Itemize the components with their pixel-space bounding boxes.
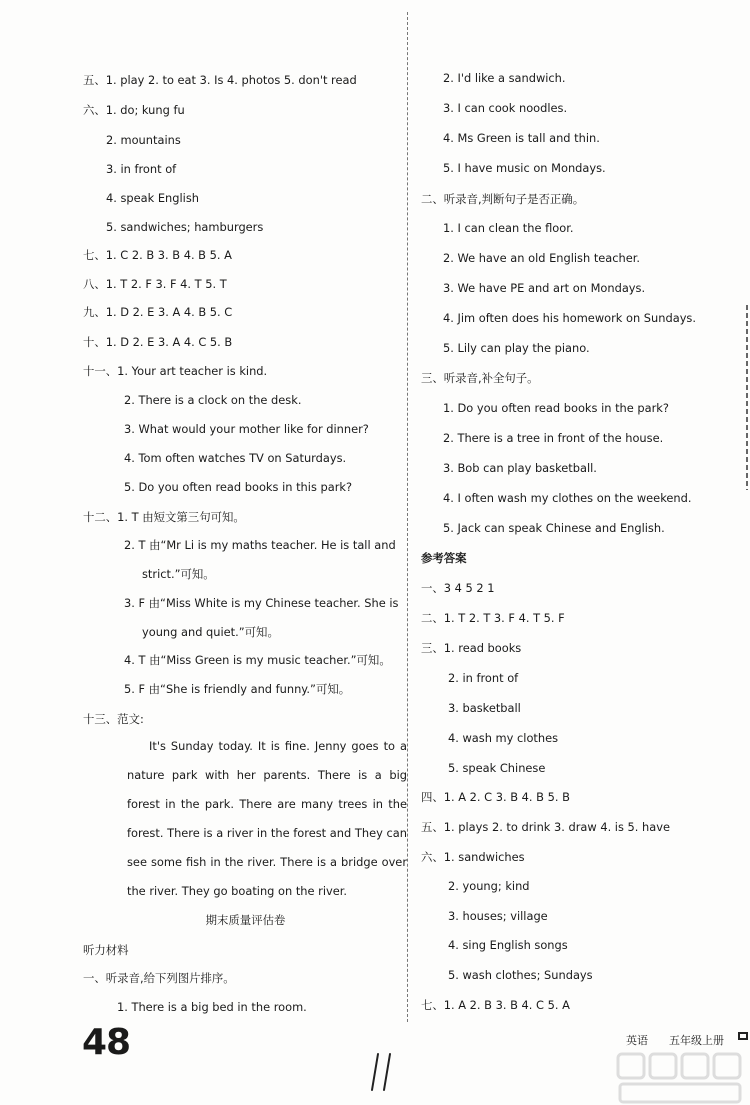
left-column-line: strict.”可知。 bbox=[142, 567, 215, 581]
left-column-line: 2. T 由“Mr Li is my maths teacher. He is tall and bbox=[124, 538, 396, 552]
left-column-line: 4. speak English bbox=[106, 191, 199, 205]
left-column-line: 4. Tom often watches TV on Saturdays. bbox=[124, 451, 347, 465]
right-column-line: 5. wash clothes; Sundays bbox=[448, 968, 593, 982]
right-column-line: 三、听录音,补全句子。 bbox=[421, 371, 539, 385]
corner-tab-icon bbox=[737, 1030, 749, 1042]
right-column-line: 1. I can clean the floor. bbox=[443, 221, 574, 235]
footer-subject: 英语 bbox=[626, 1034, 648, 1047]
left-column-line: 六、1. do; kung fu bbox=[83, 103, 185, 117]
right-column-line: 5. Jack can speak Chinese and English. bbox=[443, 521, 665, 535]
right-column-line: 4. I often wash my clothes on the weekend. bbox=[443, 491, 692, 505]
right-column-line: 5. Lily can play the piano. bbox=[443, 341, 590, 355]
right-column-line: 三、1. read books bbox=[421, 641, 522, 655]
page-edge-mark bbox=[746, 305, 748, 490]
page-number: 48 bbox=[82, 1022, 131, 1063]
left-column-line: 2. mountains bbox=[106, 133, 181, 147]
right-column-line: 五、1. plays 2. to drink 3. draw 4. is 5. have bbox=[421, 820, 670, 834]
right-column-line: 3. houses; village bbox=[448, 909, 548, 923]
listening-heading: 听力材料 bbox=[83, 943, 129, 957]
left-column-line: 十一、1. Your art teacher is kind. bbox=[83, 364, 268, 378]
right-column-line: 四、1. A 2. C 3. B 4. B 5. B bbox=[421, 790, 570, 804]
right-column-line: 3. Bob can play basketball. bbox=[443, 461, 597, 475]
right-column-line: 二、1. T 2. T 3. F 4. T 5. F bbox=[421, 611, 565, 625]
left-column-line: 5. Do you often read books in this park? bbox=[124, 480, 353, 494]
right-column-line: 1. Do you often read books in the park? bbox=[443, 401, 669, 415]
left-column-line: 十、1. D 2. E 3. A 4. C 5. B bbox=[83, 335, 233, 349]
right-column-line: 2. I'd like a sandwich. bbox=[443, 71, 566, 85]
right-column-line: 2. young; kind bbox=[448, 879, 530, 893]
left-column-line: 4. T 由“Miss Green is my music teacher.”可知。 bbox=[124, 653, 391, 667]
right-column-line: 二、听录音,判断句子是否正确。 bbox=[421, 192, 585, 206]
left-column-line: 5. F 由“She is friendly and funny.”可知。 bbox=[124, 682, 351, 696]
right-column-line: 3. I can cook noodles. bbox=[443, 101, 568, 115]
left-column-line: 3. F 由“Miss White is my Chinese teacher. She is bbox=[124, 596, 399, 610]
left-column-line: 八、1. T 2. F 3. F 4. T 5. T bbox=[83, 277, 227, 291]
left-column-line: young and quiet.”可知。 bbox=[142, 625, 279, 639]
right-column-line: 参考答案 bbox=[421, 551, 467, 565]
right-column-line: 2. in front of bbox=[448, 671, 519, 685]
left-column-line: 七、1. C 2. B 3. B 4. B 5. A bbox=[83, 248, 232, 262]
right-column-line: 六、1. sandwiches bbox=[421, 850, 525, 864]
right-column-line: 一、3 4 5 2 1 bbox=[421, 581, 495, 595]
left-column-line: 十二、1. T 由短文第三句可知。 bbox=[83, 510, 245, 524]
q1-item1: 1. There is a big bed in the room. bbox=[117, 1000, 307, 1014]
right-column-line: 4. Jim often does his homework on Sundays. bbox=[443, 311, 696, 325]
left-column-line: 5. sandwiches; hamburgers bbox=[106, 220, 264, 234]
handwritten-mark bbox=[368, 1050, 396, 1094]
right-column-line: 4. Ms Green is tall and thin. bbox=[443, 131, 600, 145]
right-column-line: 5. I have music on Mondays. bbox=[443, 161, 606, 175]
column-divider bbox=[407, 12, 408, 1022]
right-column-line: 4. sing English songs bbox=[448, 938, 568, 952]
right-column-line: 3. We have PE and art on Mondays. bbox=[443, 281, 646, 295]
right-column-line: 2. We have an old English teacher. bbox=[443, 251, 641, 265]
essay-paragraph: It's Sunday today. It is fine. Jenny goes to a nature park with her parents. There is a big forest in the park. There are many trees in the forest. There is a river in the forest and They can see some fish in the river. There is a bridge over the river. They go boating on the river. bbox=[127, 739, 407, 898]
right-column-line: 2. There is a tree in front of the house. bbox=[443, 431, 664, 445]
left-column-line: 五、1. play 2. to eat 3. Is 4. photos 5. don't read bbox=[83, 73, 357, 87]
final-exam-title: 期末质量评估卷 bbox=[205, 913, 286, 927]
right-column-line: 4. wash my clothes bbox=[448, 731, 559, 745]
left-column-line: 3. in front of bbox=[106, 162, 177, 176]
left-column-line: 3. What would your mother like for dinner? bbox=[124, 422, 369, 436]
left-column-line: 2. There is a clock on the desk. bbox=[124, 393, 302, 407]
right-column-line: 七、1. A 2. B 3. B 4. C 5. A bbox=[421, 998, 570, 1012]
q1-heading: 一、听录音,给下列图片排序。 bbox=[83, 971, 235, 985]
right-column-line: 5. speak Chinese bbox=[448, 761, 546, 775]
left-column-line: 九、1. D 2. E 3. A 4. B 5. C bbox=[83, 305, 233, 319]
footer-grade: 五年级上册 bbox=[669, 1034, 724, 1047]
watermark-logo bbox=[610, 1050, 750, 1105]
left-column-line: 十三、范文: bbox=[83, 712, 144, 726]
right-column-line: 3. basketball bbox=[448, 701, 521, 715]
